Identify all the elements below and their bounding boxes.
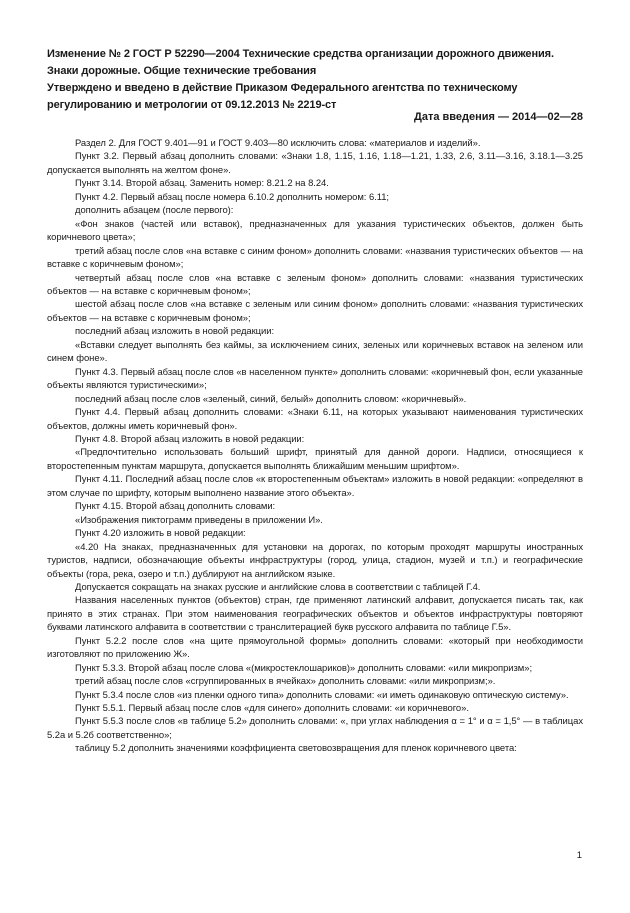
body-paragraph: последний абзац после слов «зеленый, синий, белый» дополнить словом: «коричневый». <box>75 393 467 405</box>
body-paragraph: Пункт 4.4. Первый абзац дополнить словами: «Знаки 6.11, на которых указывают наименования туристических объектов, должны иметь коричневый фон». <box>47 407 583 432</box>
body-paragraph: третий абзац после слов «на вставке с синим фоном» дополнить словами: «названия туристических объектов — на вставке с коричневым фоном»; <box>47 245 583 271</box>
body-paragraph: Пункт 5.5.1. Первый абзац после слов «для синего» дополнить словами: «и коричневого». <box>75 703 469 715</box>
effective-date: Дата введения — 2014—02—28 <box>414 111 583 123</box>
body-paragraph: Пункт 4.15. Второй абзац дополнить словами: <box>75 501 276 513</box>
body-paragraph: Пункт 5.3.4 после слов «из пленки одного типа» дополнить словами: «и иметь одинаковую оптическую систему». <box>75 689 569 701</box>
body-paragraph: четвертый абзац после слов «на вставке с зеленым фоном» дополнить словами: «названия туристических объектов — на вставке с коричневым фоном»; <box>47 272 583 297</box>
document-body <box>47 137 583 756</box>
body-paragraph: Раздел 2. Для ГОСТ 9.401—91 и ГОСТ 9.403—80 исключить слова: «материалов и изделий». <box>75 138 481 149</box>
approval-statement: Утверждено и введено в действие Приказом Федерального агентства по техническому регулированию и метрологии от 09.12.2013 № 2219-ст <box>47 82 518 111</box>
body-paragraph: Пункт 4.3. Первый абзац после слов «в населенном пункте» дополнить словами: «коричневый фон, если указанные объекты являются туристическими»; <box>47 366 583 392</box>
body-paragraph: Пункт 5.2.2 после слов «на щите прямоугольной формы» дополнить словами: «который при необходимости изготовляют по приложению Ж». <box>47 635 583 661</box>
document-title: Изменение № 2 ГОСТ Р 52290—2004 Технические средства организации дорожного движения. Знаки дорожные. Общие технические требования <box>47 48 554 77</box>
body-paragraph: Пункт 3.2. Первый абзац дополнить словами: «Знаки 1.8, 1.15, 1.16, 1.18—1.21, 1.33, 2.6, 3.11—3.16, 3.18.1—3.25 допускается выполнять на желтом фоне». <box>47 151 583 176</box>
body-paragraph: Пункт 5.3.3. Второй абзац после слова «(микростеклошариков)» дополнить словами: «или микропризм»; <box>75 662 533 674</box>
body-paragraph: «Фон знаков (частей или вставок), предназначенных для указания туристических объектов, должен быть коричневого цвета»; <box>47 218 583 244</box>
body-paragraph: Допускается сокращать на знаках русские и английские слова в соответствии с таблицей Г.4. <box>75 581 481 593</box>
body-paragraph: дополнить абзацем (после первого): <box>75 205 234 217</box>
body-paragraph: таблицу 5.2 дополнить значениями коэффициента световозвращения для пленок коричневого цвета: <box>75 743 517 755</box>
body-paragraph: последний абзац изложить в новой редакции: <box>75 326 275 338</box>
page-number: 1 <box>576 850 582 861</box>
body-paragraph: Пункт 3.14. Второй абзац. Заменить номер: 8.21.2 на 8.24. <box>75 178 329 190</box>
body-paragraph: Пункт 4.2. Первый абзац после номера 6.10.2 дополнить номером: 6.11; <box>75 191 389 203</box>
body-paragraph: шестой абзац после слов «на вставке с зеленым или синим фоном» дополнить словами: «названия туристических объектов — на вставке с коричневым фоном»; <box>47 299 583 324</box>
body-paragraph: «Предпочтительно использовать больший шрифт, принятый для данной дороги. Надписи, относящиеся к второстепенным пунктам маршрута, допускается выполнять ближайшим меньшим шрифтом». <box>47 447 583 472</box>
body-paragraph: Пункт 4.11. Последний абзац после слов «к второстепенным объектам» изложить в новой редакции: «определяют в этом случае по шрифту, которым выполнено название этого объекта». <box>47 474 583 499</box>
body-paragraph: Пункт 4.8. Второй абзац изложить в новой редакции: <box>75 433 305 445</box>
body-paragraph: Пункт 5.5.3 после слов «в таблице 5.2» дополнить словами: «, при углах наблюдения α = 1° и α = 1,5° — в таблицах 5.2а и 5.2б соответственно»; <box>47 716 583 741</box>
body-paragraph: «Изображения пиктограмм приведены в приложении И». <box>75 514 323 526</box>
body-paragraph: Пункт 4.20 изложить в новой редакции: <box>75 528 246 540</box>
body-paragraph: «Вставки следует выполнять без каймы, за исключением синих, зеленых или коричневых вставок на зеленом или синем фоне». <box>47 339 583 365</box>
body-paragraph: третий абзац после слов «сгруппированных в ячейках» дополнить словами: «или микропризм;». <box>75 676 496 688</box>
body-paragraph: Названия населенных пунктов (объектов) стран, где применяют латинский алфавит, допускается писать так, как принято в этих странах. При этом наименования географических объектов и объектов инфраструктуры повторяют буквами латинского алфавита в соответствии с транслитерацией букв русского алфавита по таблице Г.5». <box>47 595 583 634</box>
body-paragraph: «4.20 На знаках, предназначенных для установки на дорогах, по которым проходят маршруты иностранных туристов, надписи, обозначающие объекты инфраструктуры (город, улица, стадион, музей и т.п.) и географические объекты (гора, река, озеро и т.п.) дублируют на английском языке. <box>47 541 583 580</box>
